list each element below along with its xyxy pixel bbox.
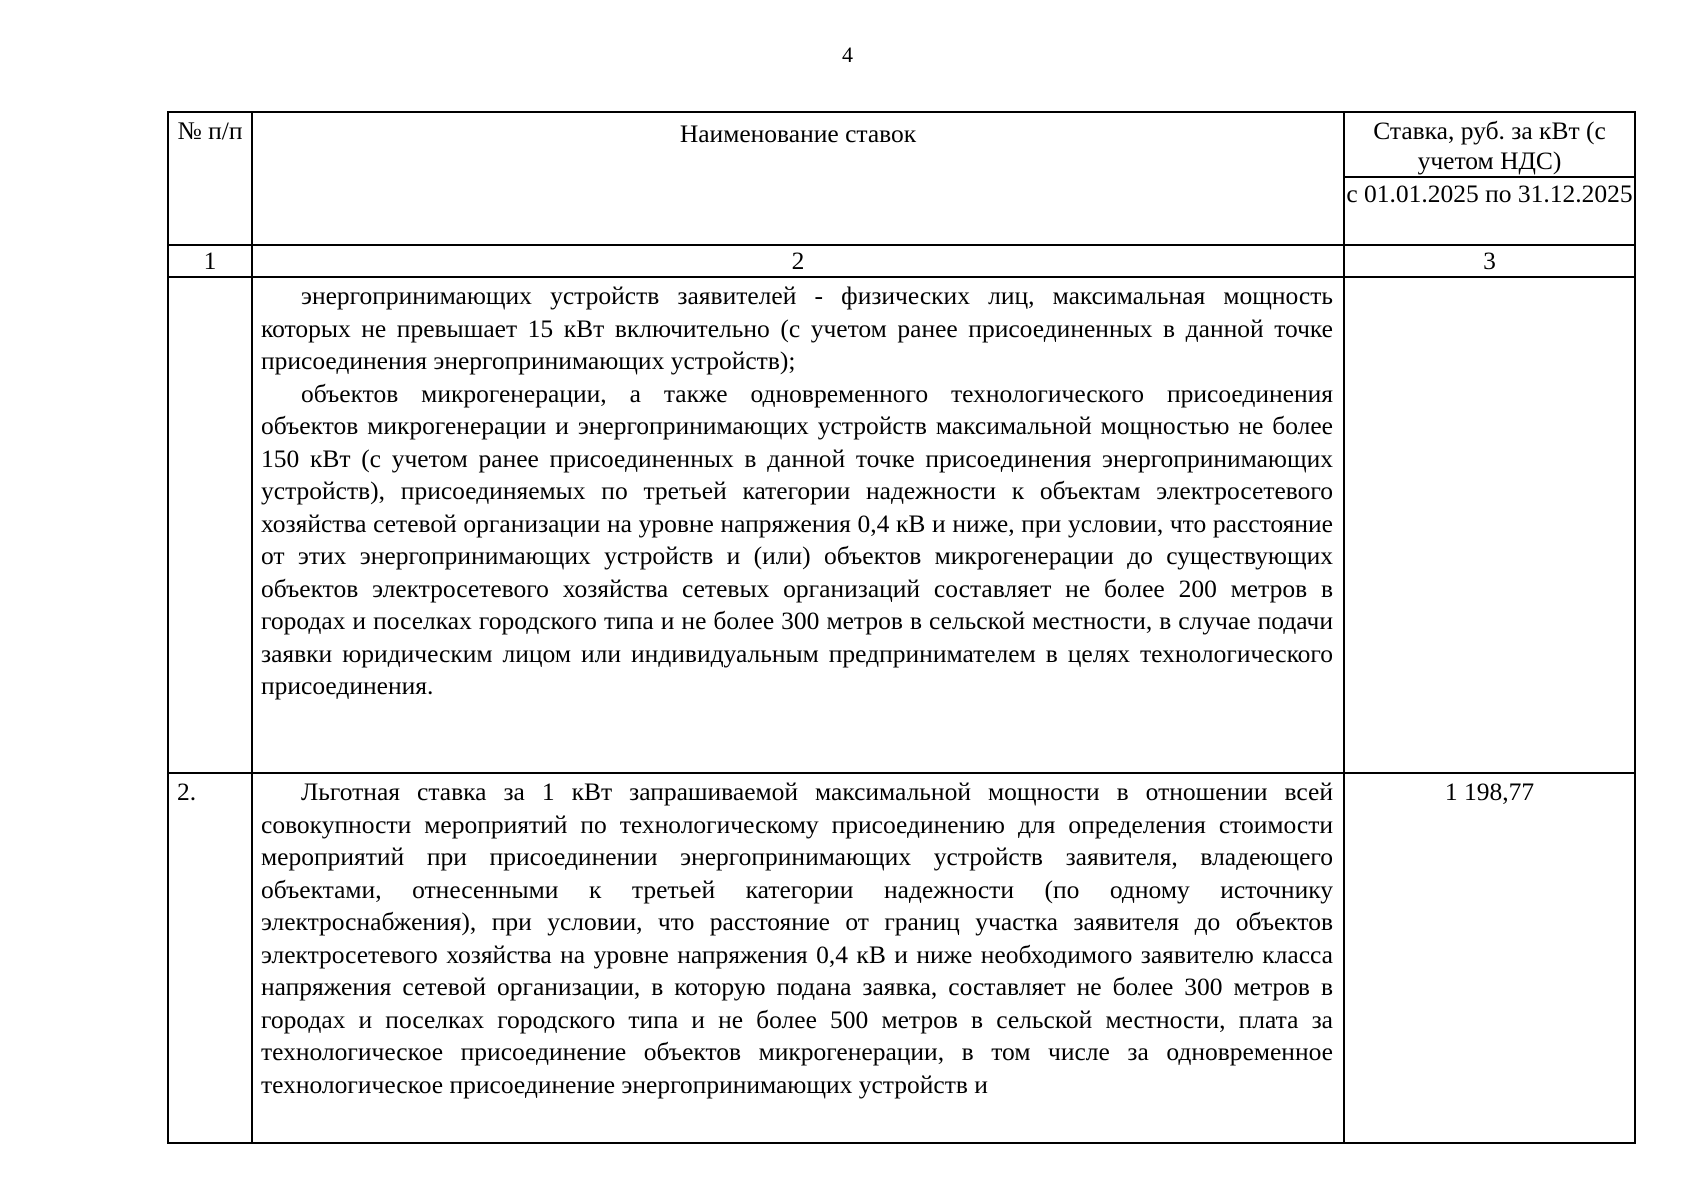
rates-table <box>167 111 1636 1144</box>
header-rate-cell <box>1344 112 1635 177</box>
row-number-cell: 2. <box>168 773 252 1143</box>
header-number-cell <box>168 112 252 245</box>
row-paragraph: Льготная ставка за 1 кВт запрашиваемой максимальной мощности в отношении всей совокупности мероприятий по технологическому присоединению для определения стоимости мероприятий при присоединении энергопринимающих устройств заявителя, владеющего объектами, отнесенными к третьей категории надежности (по одному источнику электроснабжения), при условии, что расстояние от границ участка заявителя до объектов электросетевого хозяйства на уровне напряжения 0,4 кВ и ниже необходимого заявителю класса напряжения сетевой организации, в которую подана заявка, составляет не более 300 метров в городах и поселках городского типа и не более 500 метров в сельской местности, плата за технологическое присоединение объектов микрогенерации, в том числе за одновременное технологическое присоединение энергопринимающих устройств и <box>261 777 1333 1099</box>
table-row <box>168 773 1635 1143</box>
header-period-cell <box>1344 177 1635 245</box>
row-rate-cell <box>1344 277 1635 773</box>
row-rate-cell: 1 198,77 <box>1344 773 1635 1143</box>
header-number-label: № п/п <box>177 116 243 145</box>
column-number-2: 2 <box>252 245 1344 277</box>
column-number-row <box>168 245 1635 277</box>
table-row <box>168 277 1635 773</box>
row-description-cell <box>252 277 1344 773</box>
header-name-label: Наименование ставок <box>679 119 917 148</box>
row-paragraph: объектов микрогенерации, а также одновременного технологического присоединения объектов микрогенерации и энергопринимающих устройств максимальной мощностью не более 150 кВт (с учетом ранее присоединенных в данной точке присоединения энергопринимающих устройств), присоединяемых по третьей категории надежности к объектам электросетевого хозяйства сетевой организации на уровне напряжения 0,4 кВ и ниже, при условии, что расстояние от этих энергопринимающих устройств и (или) объектов микрогенерации до существующих объектов электросетевого хозяйства сетевых организаций составляет не более 200 метров в городах и поселках городского типа и не более 300 метров в сельской местности, в случае подачи заявки юридическим лицом или индивидуальным предпринимателем в целях технологического присоединения. <box>261 378 1333 700</box>
column-number-3: 3 <box>1344 245 1635 277</box>
header-rate-label: Ставка, руб. за кВт (с учетом НДС) <box>1373 116 1606 175</box>
page-number: 4 <box>842 42 853 67</box>
row-number-cell <box>168 277 252 773</box>
header-name-cell <box>252 112 1344 245</box>
column-number-1: 1 <box>168 245 252 277</box>
header-period-label: с 01.01.2025 по 31.12.2025 <box>1346 179 1633 208</box>
row-paragraph: энергопринимающих устройств заявителей - физических лиц, максимальная мощность которых не превышает 15 кВт включительно (с учетом ранее присоединенных в данной точке присоединения энергопринимающих устройств); <box>261 281 1333 375</box>
row-description-cell <box>252 773 1344 1143</box>
header-row <box>168 112 1635 177</box>
